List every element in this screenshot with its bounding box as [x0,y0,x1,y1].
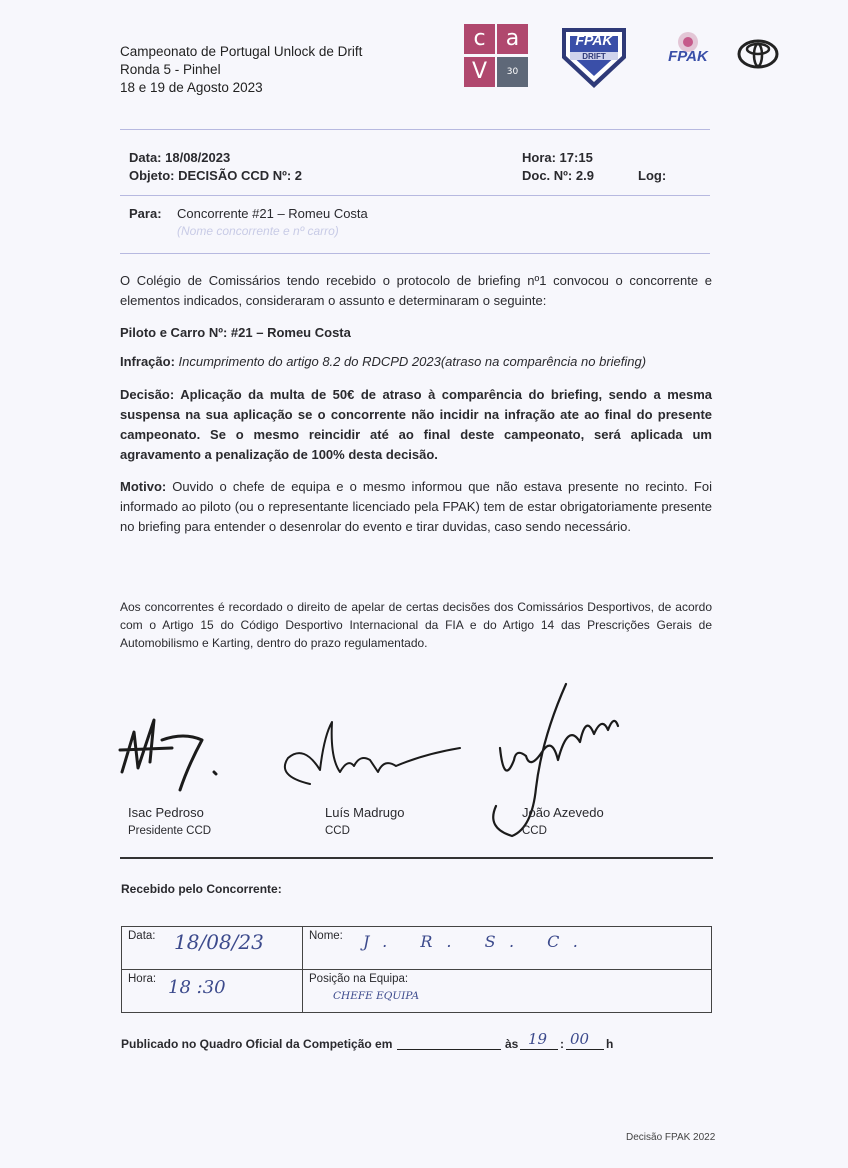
cav-logo-letter: c [464,24,495,54]
decision-paragraph [120,385,712,465]
receipt-position-label: Posição na Equipa: [309,973,409,985]
championship-title: Campeonato de Portugal Unlock de Drift [120,44,363,59]
signatory-role: Presidente CCD [128,825,212,837]
motive-paragraph [120,477,712,537]
receipt-name-label: Nome: [309,930,343,942]
toyota-logo-icon [737,38,779,70]
intro-paragraph: O Colégio de Comissários tendo recebido o protocolo de briefing nº1 convocou o concorrente e elementos indicados, consideraram o assunto e determinaram o seguinte: [120,273,712,308]
published-h-suffix: h [606,1037,614,1051]
document-number: Doc. Nº: 2.9 [522,168,594,183]
signatory-name: João Azevedo [522,805,604,820]
receipt-date-label: Data: [128,930,156,942]
para-label: Para: [129,206,162,221]
signatory-role: CCD [522,825,547,837]
cav-logo-badge: 30 [497,57,528,87]
fpak-drift-text: FPAK [575,32,613,48]
cav-logo [464,24,530,88]
decision-time: Hora: 17:15 [522,150,593,165]
footer-doc-id: Decisão FPAK 2022 [626,1132,716,1143]
infraction-label: Infração: [120,354,175,369]
signatory-name: Luís Madrugo [325,805,405,820]
divider [120,195,710,196]
pilot-car: Piloto e Carro Nº: #21 – Romeu Costa [120,325,351,340]
fpak-logo-text: FPAK [668,48,708,65]
signatory-role: CCD [325,825,350,837]
divider [120,857,713,859]
receipt-date-value: 18/08/23 [174,930,264,954]
decision-date: Data: 18/08/2023 [129,150,231,165]
published-minute: 00 [570,1030,590,1048]
fpak-logo [662,28,714,78]
fpak-drift-logo [556,22,632,92]
receipt-time-label: Hora: [128,973,157,985]
signature-luis [274,714,464,804]
receipt-date-cell [122,927,303,970]
event-dates: 18 e 19 de Agosto 2023 [120,80,263,95]
fpak-drift-subtext: DRIFT [582,52,606,61]
para-recipient: Concorrente #21 – Romeu Costa [177,206,368,221]
published-label: Publicado no Quadro Oficial da Competição em [121,1037,393,1051]
cav-logo-letter: V [464,57,495,87]
published-hour-blank [520,1049,558,1050]
round-title: Ronda 5 - Pinhel [120,62,221,77]
published-minute-blank [566,1049,604,1050]
divider [120,253,710,254]
published-date-blank [397,1049,501,1050]
receipt-name-cell [303,927,712,970]
decision-text: Aplicação da multa de 50€ de atraso à comparência do briefing, sendo a mesma suspensa na sua aplicação se o concorrente não incidir na infração ate ao final do presente campeonato. Se o mesmo reincidir até ao final deste campeonato, será aplicada um agravamento a penalização de 100% desta decisão. [120,387,712,462]
infraction-text: Incumprimento do artigo 8.2 do RDCPD 2023(atraso na comparência no briefing) [178,354,647,369]
published-colon: : [560,1037,564,1051]
receipt-title: Recebido pelo Concorrente: [121,882,282,896]
decision-object: Objeto: DECISÃO CCD Nº: 2 [129,168,303,183]
motive-text: Ouvido o chefe de equipa e o mesmo informou que não estava presente no recinto. Foi informado ao piloto (ou o representante licenciado pela FPAK) tem de estar obrigatoriamente presente no briefing para entender o desenrolar do evento e tirar duvidas, caso sendo necessário. [120,479,712,534]
receipt-time-value: 18 :30 [168,977,226,998]
cav-logo-letter: a [497,24,528,54]
log-label: Log: [638,168,667,183]
signature-isac [114,710,224,800]
motive-label: Motivo: [120,479,167,494]
receipt-time-cell [122,970,303,1013]
receipt-table [121,926,712,1013]
receipt-name-value: J. R. S. C. [363,932,592,951]
published-at-label: às [505,1037,519,1051]
receipt-position-value: CHEFE EQUIPA [333,990,420,1002]
decision-label: Decisão: [120,387,175,402]
signatory-name: Isac Pedroso [128,805,204,820]
appeal-paragraph: Aos concorrentes é recordado o direito de apelar de certas decisões dos Comissários Desportivos, de acordo com o Artigo 15 do Código Desportivo Internacional da FIA e do Artigo 14 das Prescrições Gerais de Automobilismo e Karting, dentro do prazo regulamentado. [120,600,712,650]
published-hour: 19 [528,1030,548,1048]
receipt-position-cell [303,970,712,1013]
infraction-line [120,352,720,372]
para-hint: (Nome concorrente e nº carro) [177,224,339,238]
divider [120,129,710,130]
